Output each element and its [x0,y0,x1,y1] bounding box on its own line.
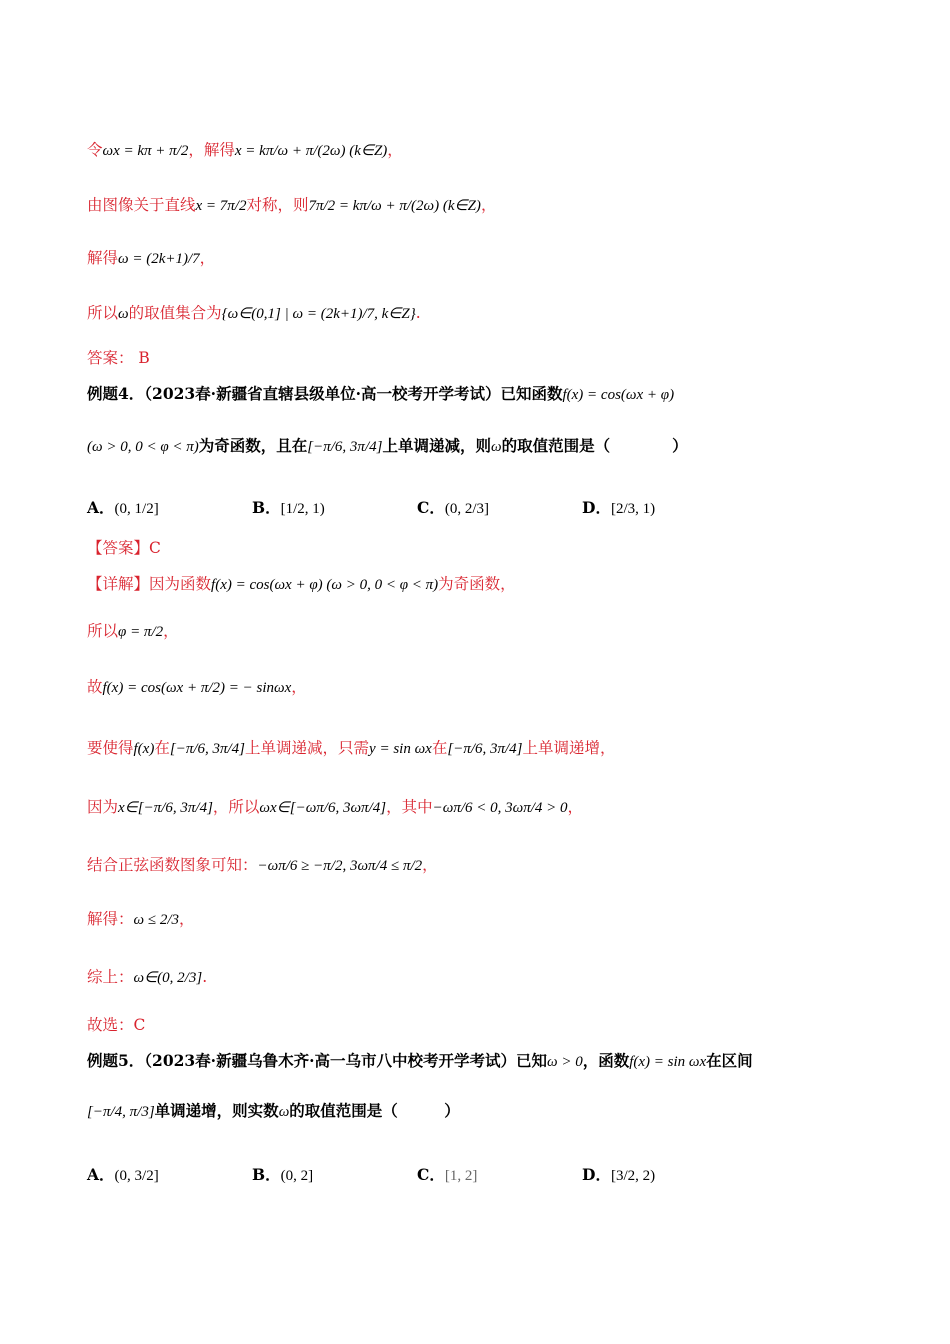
option-value: (0, 2] [280,1168,314,1184]
option-c [417,1163,477,1185]
option-d [582,1163,655,1185]
math-expression: 7π/2 = kπ/ω + π/(2ω) (k∈Z) [308,198,481,214]
text: 上单调递增， [522,739,616,757]
option-a [87,496,159,518]
option-label: C． [417,1165,445,1184]
math-expression: ωx∈[−ωπ/6, 3ωπ/4] [259,800,387,816]
math-expression: ω [118,306,129,322]
choose-line: 故选：C [87,1016,146,1034]
text: 因为 [87,798,119,816]
example-4-title [87,386,674,403]
example-5-question [87,1103,460,1120]
detail-line-6 [87,858,438,874]
option-d [582,496,655,518]
option-label: A． [87,1165,115,1184]
example-5-title [87,1053,753,1070]
text: ， [291,678,307,696]
option-value: [2/3, 1) [610,501,656,517]
detail-line-5 [87,800,583,816]
text: 由图像关于直线 [87,196,196,214]
text: 为奇函数， [438,575,516,593]
text: 单调递增，则实数 [154,1101,279,1120]
text: 要使得 [87,739,134,757]
detail-line-4 [87,741,616,757]
detail-line-1 [87,577,516,593]
math-expression: −ωπ/6 ≥ −π/2, 3ωπ/4 ≤ π/2 [257,858,423,874]
text: ， [163,622,179,640]
text: . [202,968,208,986]
text: 为奇函数，且在 [198,436,308,455]
detail-line-8 [87,970,207,986]
option-label: B． [252,498,281,517]
text: ， [179,910,195,928]
math-expression: [−π/6, 3π/4] [447,741,523,757]
text: 结合正弦函数图象可知： [87,856,258,874]
math-expression: (ω > 0, 0 < φ < π) [87,439,199,455]
text: 上单调递减，只需 [245,739,370,757]
math-expression: {ω∈(0,1] | ω = (2k+1)/7, k∈Z} [221,306,416,322]
text: 在 [431,739,448,757]
text: ，解得 [188,141,235,159]
math-expression: f(x) = cos(ωx + π/2) = − sinωx [102,680,292,696]
text: 故 [87,678,103,696]
option-value: (0, 1/2] [114,501,159,517]
math-expression: [−π/4, π/3] [87,1104,155,1120]
option-label: B． [252,1165,281,1184]
detail-line-2 [87,624,179,640]
math-expression: [−π/6, 3π/4] [307,439,383,455]
option-value: (0, 3/2] [114,1168,159,1184]
solution-line-1 [87,143,403,159]
math-expression: f(x) = sin ωx [629,1054,707,1070]
text: 的取值范围是（ ） [289,1101,460,1120]
detail-tag: 【详解】 [87,575,150,593]
math-expression: f(x) [133,741,155,757]
solution-line-3 [87,251,215,267]
text: ，所以 [212,798,260,816]
text: 解得 [87,249,119,267]
option-value: [1, 2] [444,1168,478,1184]
answer-line: 答案： B [87,349,150,367]
math-expression: f(x) = cos(ωx + φ) [562,387,675,403]
math-expression: ω∈(0, 2/3] [133,970,203,986]
example-4-answer: 【答案】C [87,539,161,557]
math-expression: f(x) = cos(ωx + φ) (ω > 0, 0 < φ < π) [211,577,439,593]
text: ， [480,196,497,214]
option-label: D． [582,498,611,517]
text: ， [199,249,216,267]
option-value: [1/2, 1) [280,501,325,517]
option-value: [3/2, 2) [610,1168,656,1184]
option-c [417,496,489,518]
math-expression: −ωπ/6 < 0, 3ωπ/4 > 0 [432,800,568,816]
math-expression: φ = π/2 [118,624,164,640]
text: 在 [154,739,170,757]
math-expression: x∈[−π/6, 3π/4] [118,800,213,816]
text: 因为函数 [149,575,212,593]
text: ， [422,856,438,874]
math-expression: y = sin ωx [369,741,432,757]
option-b [252,496,325,518]
option-label: A． [87,498,115,517]
text: 上单调递减，则 [382,436,491,455]
text: 例题4．（2023春·新疆省直辖县级单位·高一校考开学考试）已知函数 [87,384,563,403]
text: 例题5．（2023春·新疆乌鲁木齐·高一乌市八中校考开学考试）已知 [87,1051,547,1070]
text: ，函数 [582,1051,630,1070]
math-expression: ω [490,439,502,455]
solution-line-2 [87,198,496,214]
option-a [87,1163,159,1185]
math-expression: x = 7π/2 [195,198,247,214]
option-b [252,1163,313,1185]
math-expression: ω > 0 [546,1054,583,1070]
text: ，其中 [386,798,433,816]
option-label: C． [417,498,445,517]
math-expression: x = kπ/ω + π/(2ω) (k∈Z) [234,143,388,159]
math-expression: ω = (2k+1)/7 [118,251,200,267]
example-4-question [87,438,688,455]
text: 所以 [87,622,119,640]
math-expression: ωx = kπ + π/2 [102,143,189,159]
text: 解得： [87,910,134,928]
text: ， [567,798,584,816]
option-label: D． [582,1165,611,1184]
text: 所以 [87,304,119,322]
text: 令 [87,141,103,159]
text: 综上： [87,968,134,986]
text: ， [387,141,403,159]
text: 在区间 [706,1051,753,1070]
math-expression: ω [278,1104,290,1120]
detail-line-3 [87,680,307,696]
text: . [415,304,421,322]
text: 的取值范围是（ ） [501,436,688,455]
text: 的取值集合为 [128,304,222,322]
option-value: (0, 2/3] [444,501,490,517]
detail-line-7 [87,912,195,928]
text: 对称，则 [246,196,309,214]
solution-line-4 [87,306,421,322]
math-expression: [−π/6, 3π/4] [169,741,246,757]
math-expression: ω ≤ 2/3 [133,912,180,928]
